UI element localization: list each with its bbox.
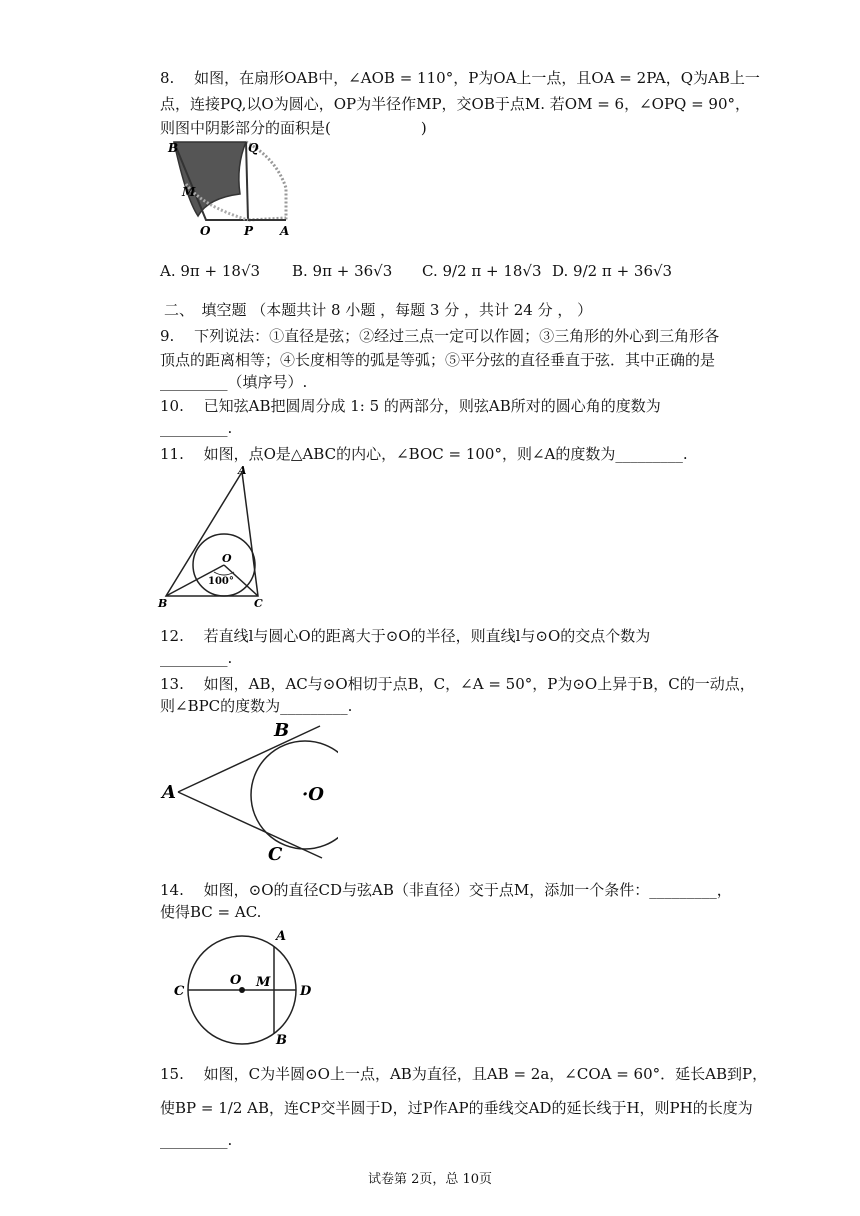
q8-option-d: D. 9/2 π + 36√3 — [552, 262, 673, 280]
q11-figure — [156, 462, 276, 612]
q13-line-2: 则∠BPC的度数为_________. — [160, 697, 353, 715]
q11-label-a: A — [238, 464, 247, 477]
q11-label-b: B — [158, 597, 168, 610]
q11-label-c: C — [254, 597, 263, 610]
section-2-header: 二、 填空题 （本题共计 8 小题 ，每题 3 分 ，共计 24 分 ， ） — [164, 301, 593, 319]
page-footer: 试卷第 2页，总 10页 — [367, 1172, 493, 1187]
q11-line-1: 11. 如图，点O是△ABC的内心，∠BOC = 100°，则∠A的度数为_________. — [160, 445, 688, 463]
q13-figure — [158, 716, 338, 864]
q13-label-a: A — [162, 782, 176, 803]
q11-label-o: O — [222, 552, 232, 565]
q8-figure — [162, 136, 302, 240]
q14-label-c: C — [174, 984, 185, 999]
q15-line-3: _________. — [160, 1131, 233, 1149]
q8-label-a: A — [280, 224, 290, 238]
q13-label-o: ·O — [302, 784, 324, 805]
q15-line-2: 使BP = 1/2 AB，连CP交半圆于D，过P作AP的垂线交AD的延长线于H，则PH的长度为 — [160, 1099, 753, 1117]
q13-label-c: C — [268, 844, 283, 864]
q12-line-2: _________. — [160, 649, 233, 667]
q14-line-2: 使得BC = AC. — [160, 903, 262, 921]
q8-label-m: M — [182, 185, 196, 199]
q8-label-p: P — [244, 224, 254, 238]
q8-option-c: C. 9/2 π + 18√3 — [422, 262, 542, 280]
q8-option-b: B. 9π + 36√3 — [292, 262, 393, 280]
q14-label-o: O — [230, 973, 242, 988]
q15-line-1: 15. 如图，C为半圆⊙O上一点，AB为直径，且AB = 2a，∠COA = 60°．延长AB到P， — [160, 1065, 768, 1083]
q9-line-3: _________（填序号）. — [160, 373, 308, 391]
q8-line-2: 点，连接PQ,以O为圆心，OP为半径作MP，交OB于点M. 若OM = 6，∠OPQ = 90°， — [160, 95, 751, 113]
q8-option-a: A. 9π + 18√3 — [160, 262, 261, 280]
q8-label-b: B — [168, 141, 179, 155]
q14-label-a: A — [276, 929, 287, 944]
q13-label-b: B — [274, 720, 290, 741]
q8-label-o: O — [200, 224, 211, 238]
q12-line-1: 12. 若直线l与圆心O的距离大于⊙O的半径，则直线l与⊙O的交点个数为 — [160, 627, 651, 645]
q9-line-1: 9. 下列说法：①直径是弦；②经过三点一定可以作圆；③三角形的外心到三角形各 — [160, 327, 720, 345]
q8-label-q: Q — [248, 141, 259, 155]
q11-angle-label: 100° — [208, 576, 234, 587]
q14-label-b: B — [276, 1033, 287, 1048]
q10-line-1: 10. 已知弦AB把圆周分成 1: 5 的两部分，则弦AB所对的圆心角的度数为 — [160, 397, 661, 415]
q9-line-2: 顶点的距离相等；④长度相等的弧是等弧；⑤平分弦的直径垂直于弦．其中正确的是 — [160, 351, 716, 369]
q8-line-3: 则图中阴影部分的面积是( ) — [160, 119, 427, 137]
q14-line-1: 14. 如图，⊙O的直径CD与弦AB（非直径）交于点M，添加一个条件：_________， — [160, 881, 732, 899]
q14-figure — [168, 924, 328, 1048]
q13-line-1: 13. 如图，AB，AC与⊙O相切于点B，C，∠A = 50°，P为⊙O上异于B，C的一动点， — [160, 675, 755, 693]
q10-line-2: _________. — [160, 419, 233, 437]
q14-label-d: D — [300, 984, 312, 999]
q8-line-1: 8. 如图，在扇形OAB中，∠AOB = 110°，P为OA上一点，且OA = 2PA，Q为AB上一 — [160, 69, 760, 87]
q14-label-m: M — [256, 975, 271, 990]
